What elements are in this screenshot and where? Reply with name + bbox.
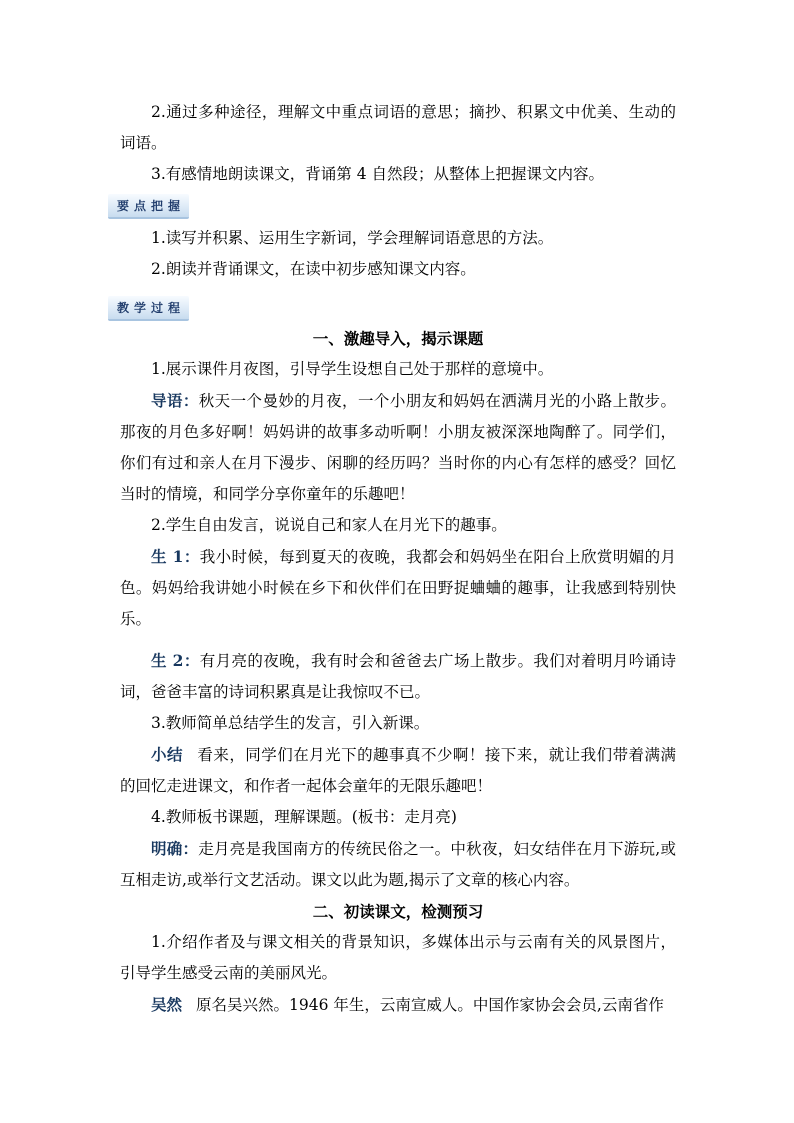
student-2-label: 生 2：	[151, 651, 200, 670]
author-text: 原名吴兴然。1946 年生，云南宣威人。中国作家协会会员,云南省作	[196, 996, 664, 1014]
process-tag-row	[117, 285, 676, 323]
process-tag: 教学过程	[108, 296, 189, 321]
document-page	[117, 97, 676, 1021]
objective-2: 2.通过多种途径，理解文中重点词语的意思；摘抄、积累文中优美、生动的词语。	[120, 103, 676, 152]
key-point-1: 1.读写并积累、运用生字新词，学会理解词语意思的方法。	[151, 229, 554, 247]
student-1-text: 我小时候，每到夏天的夜晚，我都会和妈妈坐在阳台上欣赏明媚的月色。妈妈给我讲她小时候在乡下和伙伴们在田野捉蛐蛐的趣事，让我感到特别快乐。	[120, 548, 676, 628]
summary-text: 看来，同学们在月光下的趣事真不少啊！接下来，就让我们带着满满的回忆走进课文，和作者一起体会童年的无限乐趣吧！	[120, 746, 676, 795]
summary-paragraph	[120, 739, 676, 802]
summary-label: 小结	[151, 745, 183, 764]
section-1-heading: 一、激趣导入，揭示课题	[312, 329, 484, 348]
section-2-step-1: 1.介绍作者及与课文相关的背景知识，多媒体出示与云南有关的风景图片，引导学生感受云南的美丽风光。	[120, 933, 676, 982]
intro-paragraph	[120, 385, 676, 510]
section-1-step-3: 3.教师简单总结学生的发言，引入新课。	[151, 714, 430, 732]
intro-text: 秋天一个曼妙的月夜，一个小朋友和妈妈在洒满月光的小路上散步。那夜的月色多好啊！妈妈讲的故事多动听啊！小朋友被深深地陶醉了。同学们，你们有过和亲人在月下漫步、闲聊的经历吗？当时你的内心有怎样的感受？回忆当时的情境，和同学分享你童年的乐趣吧！	[120, 392, 676, 503]
section-1-step-1: 1.展示课件月夜图，引导学生设想自己处于那样的意境中。	[151, 360, 554, 378]
student-2-paragraph	[120, 645, 676, 708]
objective-3: 3.有感情地朗读课文，背诵第 4 自然段；从整体上把握课文内容。	[151, 165, 605, 183]
clarify-paragraph	[120, 833, 676, 896]
clarify-label: 明确：	[151, 839, 199, 858]
key-point-2: 2.朗读并背诵课文，在读中初步感知课文内容。	[151, 260, 476, 278]
section-1-step-4: 4.教师板书课题，理解课题。(板书：走月亮)	[151, 808, 457, 826]
student-1-paragraph	[120, 541, 676, 635]
section-1-step-2: 2.学生自由发言，说说自己和家人在月光下的趣事。	[151, 516, 507, 534]
key-points-tag-row	[117, 190, 676, 223]
intro-label: 导语：	[151, 391, 199, 410]
author-paragraph	[120, 989, 676, 1021]
section-2-heading: 二、初读课文，检测预习	[312, 902, 484, 921]
author-label: 吴然	[151, 995, 183, 1014]
student-1-label: 生 1：	[151, 547, 200, 566]
clarify-text: 走月亮是我国南方的传统民俗之一。中秋夜，妇女结伴在月下游玩,或互相走访,或举行文艺活动。课文以此为题,揭示了文章的核心内容。	[120, 840, 676, 889]
key-points-tag: 要点把握	[108, 194, 189, 219]
student-2-text: 有月亮的夜晚，我有时会和爸爸去广场上散步。我们对着明月吟诵诗词，爸爸丰富的诗词积累真是让我惊叹不已。	[120, 652, 676, 701]
